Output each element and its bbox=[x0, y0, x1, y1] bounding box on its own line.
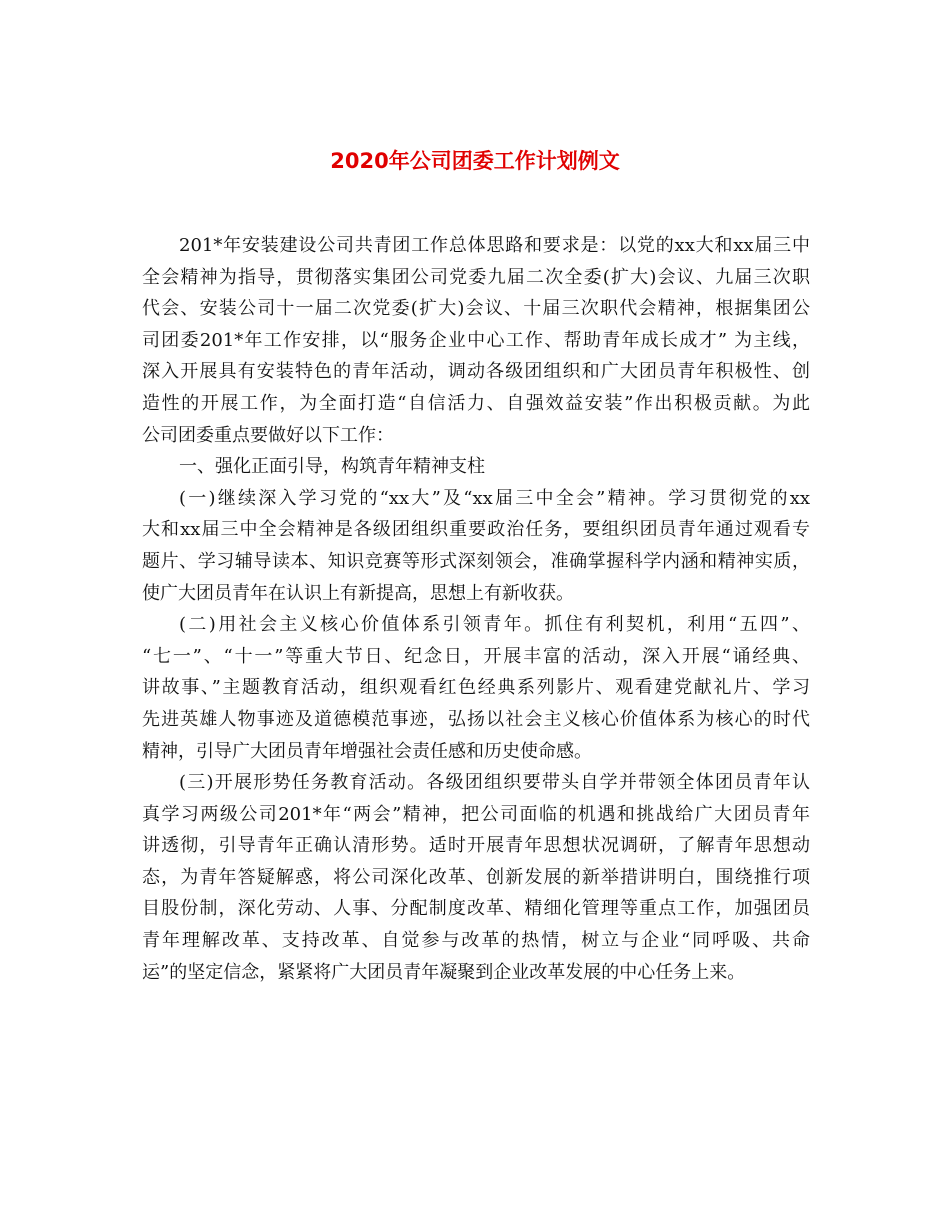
paragraph-line: 先进英雄人物事迹及道德模范事迹，弘扬以社会主义核心价值体系为核心的时代 bbox=[142, 708, 810, 730]
paragraph-line: 201*年安装建设公司共青团工作总体思路和要求是：以党的xx大和xx届三中 bbox=[179, 235, 810, 256]
paragraph-line: 使广大团员青年在认识上有新提高，思想上有新收获。 bbox=[142, 582, 574, 604]
document-body bbox=[142, 230, 810, 988]
document-title: 2020年公司团委工作计划例文 bbox=[330, 149, 620, 173]
paragraph-line: (二)用社会主义核心价值体系引领青年。抓住有利契机，利用“五四”、 bbox=[179, 614, 810, 636]
paragraph-line: 全会精神为指导，贯彻落实集团公司党委九届二次全委(扩大)会议、九届三次职 bbox=[142, 266, 810, 288]
paragraph-line: (一)继续深入学习党的“xx大”及“xx届三中全会”精神。学习贯彻党的xx bbox=[179, 487, 810, 509]
paragraph-line: 深入开展具有安装特色的青年活动，调动各级团组织和广大团员青年积极性、创 bbox=[142, 361, 810, 383]
paragraph-line: 大和xx届三中全会精神是各级团组织重要政治任务，要组织团员青年通过观看专 bbox=[142, 519, 810, 541]
paragraph-line: 态，为青年答疑解惑，将公司深化改革、创新发展的新举措讲明白，围绕推行项 bbox=[142, 866, 810, 888]
paragraph-line: 精神，引导广大团员青年增强社会责任感和历史使命感。 bbox=[142, 740, 592, 762]
paragraph-line: 青年理解改革、支持改革、自觉参与改革的热情，树立与企业“同呼吸、共命 bbox=[142, 930, 810, 952]
paragraph-line: 题片、学习辅导读本、知识竞赛等形式深刻领会，准确掌握科学内涵和精神实质， bbox=[142, 550, 810, 572]
paragraph-line: 运”的坚定信念，紧紧将广大团员青年凝聚到企业改革发展的中心任务上来。 bbox=[142, 961, 746, 983]
paragraph-line: 公司团委重点要做好以下工作： bbox=[142, 424, 394, 446]
paragraph-line: “七一”、“十一”等重大节日、纪念日，开展丰富的活动，深入开展“诵经典、 bbox=[142, 645, 810, 667]
paragraph-line: 讲故事、”主题教育活动，组织观看红色经典系列影片、观看建党献礼片、学习 bbox=[142, 677, 810, 699]
paragraph-line: 代会、安装公司十一届二次党委(扩大)会议、十届三次职代会精神，根据集团公 bbox=[142, 298, 810, 320]
paragraph-line: 目股份制，深化劳动、人事、分配制度改革、精细化管理等重点工作，加强团员 bbox=[142, 898, 810, 920]
paragraph-line: 司团委201*年工作安排，以“服务企业中心工作、帮助青年成长成才” 为主线， bbox=[142, 329, 810, 351]
paragraph-line: (三)开展形势任务教育活动。各级团组织要带头自学并带领全体团员青年认 bbox=[179, 772, 810, 794]
paragraph-line: 真学习两级公司201*年“两会”精神，把公司面临的机遇和挑战给广大团员青年 bbox=[142, 803, 810, 825]
section-heading: 一、强化正面引导，构筑青年精神支柱 bbox=[179, 456, 485, 478]
paragraph-line: 讲透彻，引导青年正确认清形势。适时开展青年思想状况调研，了解青年思想动 bbox=[142, 835, 810, 857]
paragraph-line: 造性的开展工作，为全面打造“自信活力、自强效益安装”作出积极贡献。为此 bbox=[142, 392, 810, 414]
